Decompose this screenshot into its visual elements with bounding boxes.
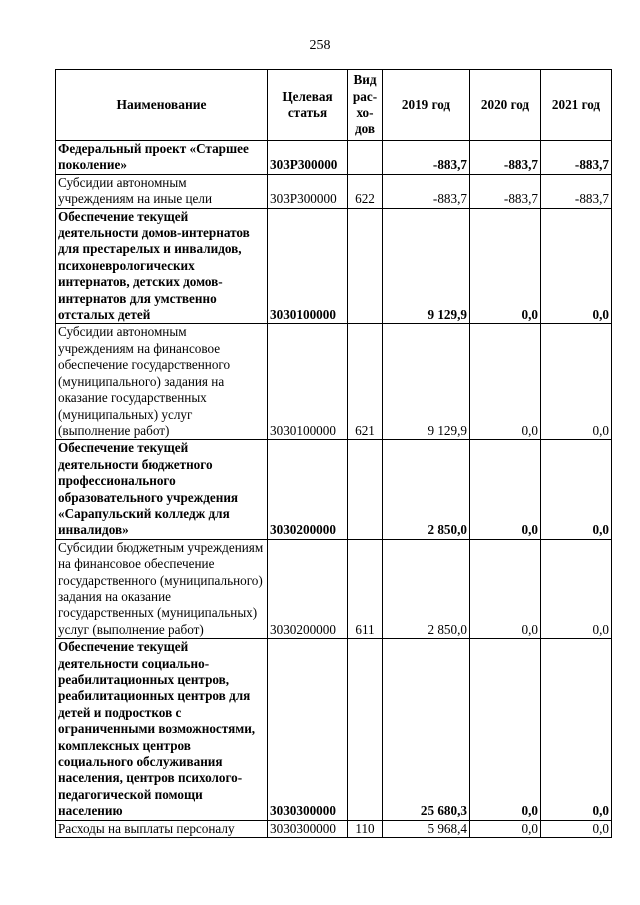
- row-2020: 0,0: [470, 639, 541, 820]
- row-2019: 9 129,9: [383, 324, 470, 440]
- row-name: Обеспечение текущей деятельности социально-реабилитационных центров, реабилитационных центров для детей и подростков с ограниченными возможностями, комплексных центров социального обслуживания населения, центров психолого-педагогической помощи населению: [56, 639, 268, 820]
- header-vid: Вид рас-хо-дов: [348, 70, 383, 141]
- row-vid: 622: [348, 174, 383, 208]
- row-vid: 110: [348, 820, 383, 837]
- row-2019: 2 850,0: [383, 539, 470, 638]
- table-row: [56, 820, 612, 837]
- row-code: 3030200000: [268, 539, 348, 638]
- row-code: 3030300000: [268, 820, 348, 837]
- row-2021: -883,7: [541, 141, 612, 175]
- page-number: 258: [309, 38, 331, 53]
- row-2020: 0,0: [470, 820, 541, 837]
- row-2019: 2 850,0: [383, 440, 470, 539]
- table-row: [56, 440, 612, 539]
- budget-table: [55, 69, 612, 838]
- table-row: [56, 174, 612, 208]
- row-vid: 621: [348, 324, 383, 440]
- row-name: Субсидии автономным учреждениям на финансовое обеспечение государственного (муниципального) задания на оказание государственных (муниципальных) услуг (выполнение работ): [56, 324, 268, 440]
- row-2020: 0,0: [470, 440, 541, 539]
- row-code: 3030100000: [268, 208, 348, 324]
- row-vid: [348, 440, 383, 539]
- table-row: [56, 324, 612, 440]
- header-2020: 2020 год: [470, 70, 541, 141]
- row-2019: 5 968,4: [383, 820, 470, 837]
- row-code: 3030200000: [268, 440, 348, 539]
- row-2021: 0,0: [541, 539, 612, 638]
- row-2021: 0,0: [541, 324, 612, 440]
- row-name: Субсидии автономным учреждениям на иные цели: [56, 174, 268, 208]
- row-2019: -883,7: [383, 174, 470, 208]
- row-code: 303P300000: [268, 174, 348, 208]
- row-2020: 0,0: [470, 324, 541, 440]
- row-name: Обеспечение текущей деятельности бюджетного профессионального образовательного учреждения «Сарапульский колледж для инвалидов»: [56, 440, 268, 539]
- row-2020: 0,0: [470, 208, 541, 324]
- row-name: Расходы на выплаты персоналу: [56, 820, 268, 837]
- row-2021: 0,0: [541, 208, 612, 324]
- row-name: Федеральный проект «Старшее поколение»: [56, 141, 268, 175]
- row-vid: [348, 208, 383, 324]
- row-2020: -883,7: [470, 174, 541, 208]
- row-vid: 611: [348, 539, 383, 638]
- header-code: Целевая статья: [268, 70, 348, 141]
- row-2019: -883,7: [383, 141, 470, 175]
- row-code: 303P300000: [268, 141, 348, 175]
- table-row: [56, 208, 612, 324]
- row-vid: [348, 639, 383, 820]
- table-row: [56, 141, 612, 175]
- row-2021: -883,7: [541, 174, 612, 208]
- row-2019: 9 129,9: [383, 208, 470, 324]
- row-code: 3030300000: [268, 639, 348, 820]
- row-2020: -883,7: [470, 141, 541, 175]
- row-vid: [348, 141, 383, 175]
- row-name: Обеспечение текущей деятельности домов-интернатов для престарелых и инвалидов, психоневрологических интернатов, детских домов-интернатов для умственно отсталых детей: [56, 208, 268, 324]
- table-row: [56, 539, 612, 638]
- header-2021: 2021 год: [541, 70, 612, 141]
- row-2019: 25 680,3: [383, 639, 470, 820]
- row-2021: 0,0: [541, 639, 612, 820]
- row-code: 3030100000: [268, 324, 348, 440]
- row-2020: 0,0: [470, 539, 541, 638]
- header-name: Наименование: [56, 70, 268, 141]
- table-row: [56, 639, 612, 820]
- row-2021: 0,0: [541, 440, 612, 539]
- row-name: Субсидии бюджетным учреждениям на финансовое обеспечение государственного (муниципального) задания на оказание государственных (муниципальных) услуг (выполнение работ): [56, 539, 268, 638]
- header-2019: 2019 год: [383, 70, 470, 141]
- table-header-row: [56, 70, 612, 141]
- row-2021: 0,0: [541, 820, 612, 837]
